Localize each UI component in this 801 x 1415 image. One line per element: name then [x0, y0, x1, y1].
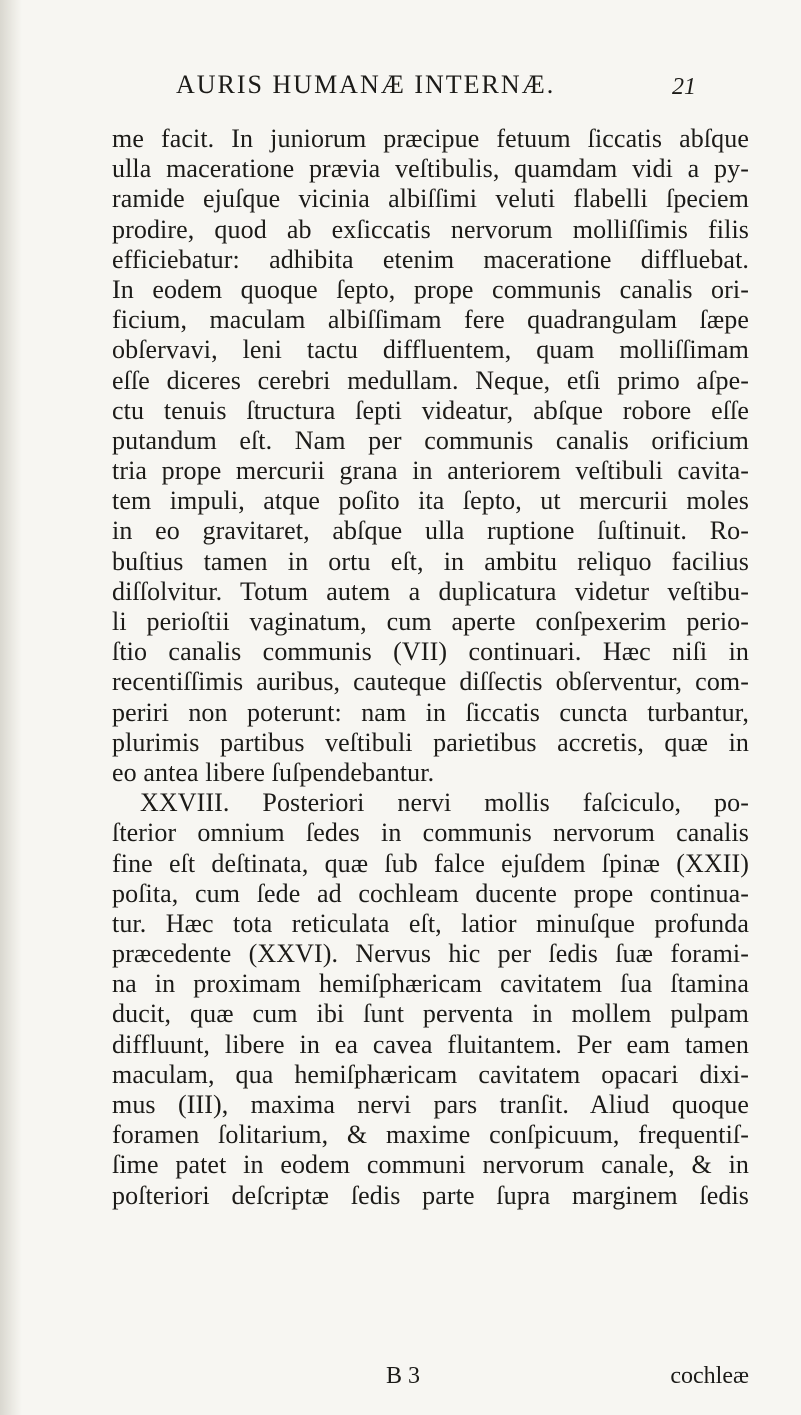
text-line: recentiſſimis auribus, cauteque diſſectis obſerventur, com- [112, 667, 749, 697]
text-line: eſſe diceres cerebri medullam. Neque, etſi primo aſpe- [112, 365, 749, 395]
text-line: ſime patet in eodem communi nervorum canale, & in [112, 1150, 749, 1180]
running-head: AURIS HUMANÆ INTERNÆ. [176, 70, 556, 99]
text-line: ducit, quæ cum ibi ſunt perventa in mollem pulpam [112, 999, 749, 1029]
body-text [112, 124, 749, 1211]
page-footer [112, 1363, 749, 1395]
page-header [176, 70, 696, 110]
text-line: prodire, quod ab exſiccatis nervorum molliſſimis filis [112, 214, 749, 244]
text-line: poſita, cum ſede ad cochleam ducente prope continua- [112, 878, 749, 908]
text-line: fine eſt deſtinata, quæ ſub falce ejuſdem ſpinæ (XXII) [112, 848, 749, 878]
text-line: buſtius tamen in ortu eſt, in ambitu reliquo facilius [112, 546, 749, 576]
text-line: periri non poterunt: nam in ſiccatis cuncta turbantur, [112, 697, 749, 727]
text-line: obſervavi, leni tactu diffluentem, quam molliſſimam [112, 335, 749, 365]
paragraph-end-line: eo antea libere ſuſpendebantur. [112, 757, 435, 787]
text-line: tria prope mercurii grana in anteriorem veſtibuli cavita- [112, 456, 749, 486]
text-line: ficium, maculam albiſſimam fere quadrangulam ſæpe [112, 305, 749, 335]
text-line: in eo gravitaret, abſque ulla ruptione ſuſtinuit. Ro- [112, 516, 749, 546]
text-line: me facit. In juniorum præcipue fetuum ſiccatis abſque [112, 124, 749, 153]
text-line: ramide ejuſque vicinia albiſſimi veluti flabelli ſpeciem [112, 184, 749, 214]
text-line: mus (III), maxima nervi pars tranſit. Aliud quoque [112, 1090, 749, 1119]
text-line: diffluunt, libere in ea cavea fluitantem. Per eam tamen [112, 1029, 749, 1059]
section-heading-line: XXVIII. Posteriori nervi mollis faſciculo, po- [140, 788, 749, 818]
text-line: præcedente (XXVI). Nervus hic per ſedis ſuæ forami- [112, 939, 749, 969]
text-line: na in proximam hemiſphæricam cavitatem ſua ſtamina [112, 969, 749, 999]
text-line: poſteriori deſcriptæ ſedis parte ſupra marginem ſedis [112, 1180, 749, 1210]
catchword: cochleæ [670, 1363, 749, 1389]
text-line: diſſolvitur. Totum autem a duplicatura videtur veſtibu- [112, 576, 749, 606]
text-line: efficiebatur: adhibita etenim maceratione diffluebat. [112, 244, 749, 274]
text-line: maculam, qua hemiſphæricam cavitatem opacari dixi- [112, 1059, 749, 1089]
text-line: ulla maceratione prævia veſtibulis, quamdam vidi a py- [112, 154, 749, 184]
text-line: foramen ſolitarium, & maxime conſpicuum, frequentiſ- [112, 1120, 749, 1150]
page-gutter-shadow [0, 0, 22, 1415]
text-line: ſterior omnium ſedes in communis nervorum canalis [112, 818, 749, 848]
text-line: tur. Hæc tota reticulata eſt, latior minuſque profunda [112, 908, 749, 938]
signature-mark: B 3 [386, 1363, 421, 1389]
text-line: plurimis partibus veſtibuli parietibus accretis, quæ in [112, 727, 749, 757]
text-line: In eodem quoque ſepto, prope communis canalis ori- [112, 274, 749, 304]
text-line: ſtio canalis communis (VII) continuari. Hæc niſi in [112, 637, 749, 667]
text-line: ctu tenuis ſtructura ſepti videatur, abſque robore eſſe [112, 395, 749, 425]
text-line: li perioſtii vaginatum, cum aperte conſpexerim perio- [112, 607, 749, 636]
text-line: tem impuli, atque poſito ita ſepto, ut mercurii moles [112, 486, 749, 516]
text-line: putandum eſt. Nam per communis canalis orificium [112, 425, 749, 455]
page-number: 21 [672, 74, 696, 100]
